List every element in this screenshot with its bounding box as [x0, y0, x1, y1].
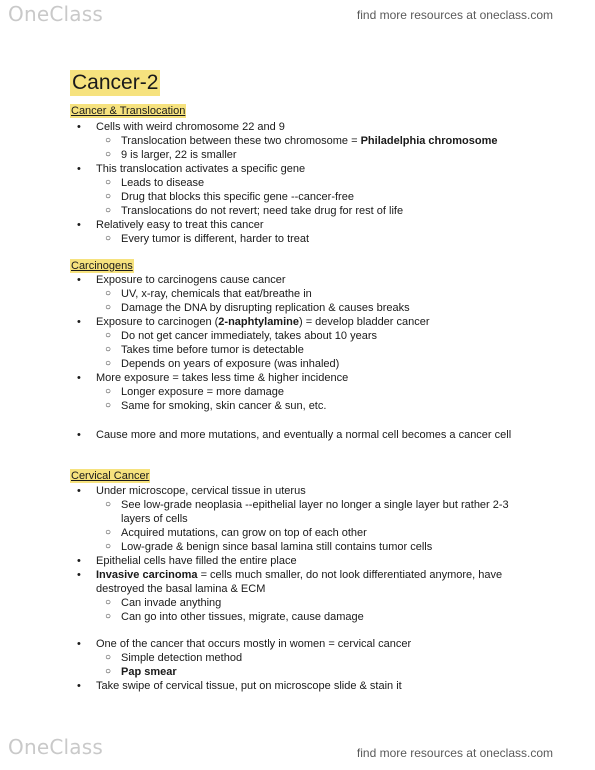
- list-item: [105, 385, 284, 399]
- circle-marker: ○: [105, 597, 112, 608]
- circle-marker: ○: [105, 233, 112, 244]
- list-item-text: Do not get cancer immediately, takes about 10 years: [121, 330, 377, 342]
- list-item: [105, 329, 377, 343]
- list-item: [105, 190, 354, 204]
- list-item: [105, 357, 340, 371]
- list-item-text: Exposure to carcinogens cause cancer: [96, 274, 286, 286]
- list-item-text: Simple detection method: [121, 652, 243, 664]
- list-item: [105, 134, 498, 148]
- bullet-marker: •: [77, 638, 81, 650]
- list-item: [77, 637, 412, 651]
- list-item-text: Cause more and more mutations, and eventually a normal cell becomes a cancer cell: [96, 429, 512, 441]
- list-item-text: See low-grade neoplasia --epithelial layer no longer a single layer but rather 2-3 layers of cells: [121, 499, 509, 525]
- list-item-text: 9 is larger, 22 is smaller: [121, 149, 237, 161]
- footer-tagline[interactable]: find more resources at oneclass.com: [356, 746, 553, 760]
- list-item-text: Epithelial cells have filled the entire place: [96, 555, 297, 567]
- list-item: [105, 232, 310, 246]
- list-item-text: Can go into other tissues, migrate, cause damage: [121, 611, 364, 623]
- list-item-text: Low-grade & benign since basal lamina still contains tumor cells: [121, 541, 433, 553]
- circle-marker: ○: [105, 344, 112, 355]
- list-item-text: Can invade anything: [121, 597, 222, 609]
- list-item-text: Acquired mutations, can grow on top of each other: [121, 527, 367, 539]
- list-item-text: Translocation between these two chromosome =: [121, 135, 361, 147]
- list-item-text: Drug that blocks this specific gene --cancer-free: [121, 191, 354, 203]
- circle-marker: ○: [105, 611, 112, 622]
- circle-marker: ○: [105, 302, 112, 313]
- section-heading-carcinogens: Carcinogens: [71, 260, 133, 272]
- list-item: [77, 371, 349, 385]
- list-item: [105, 596, 222, 610]
- circle-marker: ○: [105, 135, 112, 146]
- list-item-text: Relatively easy to treat this cancer: [96, 219, 264, 231]
- list-item: [105, 148, 237, 162]
- list-item: [77, 120, 285, 134]
- list-item: [105, 665, 177, 679]
- section-heading-cervical: Cervical Cancer: [71, 470, 150, 482]
- list-item-text: Depends on years of exposure (was inhaled): [121, 358, 340, 370]
- header-tagline[interactable]: find more resources at oneclass.com: [356, 8, 553, 22]
- list-item-text: Leads to disease: [121, 177, 205, 189]
- circle-marker: ○: [105, 288, 112, 299]
- page-title: Cancer-2: [72, 71, 159, 94]
- list-item-text: UV, x-ray, chemicals that eat/breathe in: [121, 288, 312, 300]
- circle-marker: ○: [105, 358, 112, 369]
- bullet-marker: •: [77, 429, 81, 441]
- list-item-text: Translocations do not revert; need take drug for rest of life: [121, 205, 404, 217]
- logo-text: OneClass: [8, 2, 103, 26]
- bullet-marker: •: [77, 680, 81, 692]
- list-item: [105, 301, 410, 315]
- list-item: [105, 176, 205, 190]
- bullet-marker: •: [77, 163, 81, 175]
- circle-marker: ○: [105, 149, 112, 160]
- logo-text: OneClass: [8, 735, 103, 759]
- list-item-text: Every tumor is different, harder to treat: [121, 233, 310, 245]
- list-item-text: One of the cancer that occurs mostly in women = cervical cancer: [96, 638, 412, 650]
- circle-marker: ○: [105, 666, 112, 677]
- list-item-text: Under microscope, cervical tissue in uterus: [96, 485, 306, 497]
- list-item-text: Takes time before tumor is detectable: [121, 344, 304, 356]
- bullet-marker: •: [77, 219, 81, 231]
- bullet-marker: •: [77, 485, 81, 497]
- circle-marker: ○: [105, 541, 112, 552]
- list-item: [77, 218, 264, 232]
- bullet-marker: •: [77, 569, 81, 581]
- list-item: [77, 568, 521, 596]
- list-item: [105, 498, 523, 526]
- list-item-text: This translocation activates a specific gene: [96, 163, 306, 175]
- bullet-marker: •: [77, 316, 81, 328]
- list-item: [105, 651, 243, 665]
- list-item: [77, 315, 430, 329]
- bullet-marker: •: [77, 121, 81, 133]
- list-item: [77, 273, 286, 287]
- list-item-text: Damage the DNA by disrupting replication & causes breaks: [121, 302, 410, 314]
- list-item: [105, 540, 433, 554]
- circle-marker: ○: [105, 330, 112, 341]
- list-item-text: Cells with weird chromosome 22 and 9: [96, 121, 285, 133]
- bold-term: Invasive carcinoma: [96, 569, 198, 581]
- bold-term: Philadelphia chromosome: [360, 135, 498, 147]
- list-item-text: Exposure to carcinogen (: [96, 316, 219, 328]
- list-item: [77, 428, 546, 442]
- list-item: [105, 399, 327, 413]
- list-item-text: Same for smoking, skin cancer & sun, etc.: [121, 400, 327, 412]
- circle-marker: ○: [105, 527, 112, 538]
- list-item-text: Take swipe of cervical tissue, put on microscope slide & stain it: [96, 680, 402, 692]
- list-item-text: = cells much smaller, do not look differentiated anymore, have destroyed the basal lamina & ECM: [96, 569, 503, 595]
- list-item: [105, 610, 364, 624]
- bold-term: Pap smear: [121, 666, 177, 678]
- list-item: [105, 343, 304, 357]
- bold-term: 2-naphtylamine: [218, 316, 299, 328]
- circle-marker: ○: [105, 177, 112, 188]
- bullet-marker: •: [77, 372, 81, 384]
- bullet-marker: •: [77, 555, 81, 567]
- oneclass-logo-footer[interactable]: [8, 735, 103, 759]
- list-item-text: More exposure = takes less time & higher incidence: [96, 372, 349, 384]
- list-item: [77, 162, 306, 176]
- list-item: [77, 679, 402, 693]
- circle-marker: ○: [105, 499, 112, 510]
- list-item-text: Longer exposure = more damage: [121, 386, 284, 398]
- list-item: [77, 484, 306, 498]
- circle-marker: ○: [105, 191, 112, 202]
- list-item: [105, 287, 312, 301]
- list-item: [105, 526, 367, 540]
- circle-marker: ○: [105, 400, 112, 411]
- circle-marker: ○: [105, 205, 112, 216]
- list-item: [105, 204, 404, 218]
- circle-marker: ○: [105, 652, 112, 663]
- oneclass-logo[interactable]: [8, 2, 103, 26]
- bullet-marker: •: [77, 274, 81, 286]
- circle-marker: ○: [105, 386, 112, 397]
- list-item-text: ) = develop bladder cancer: [298, 316, 430, 328]
- list-item: [77, 554, 297, 568]
- section-heading-translocation: Cancer & Translocation: [71, 105, 186, 117]
